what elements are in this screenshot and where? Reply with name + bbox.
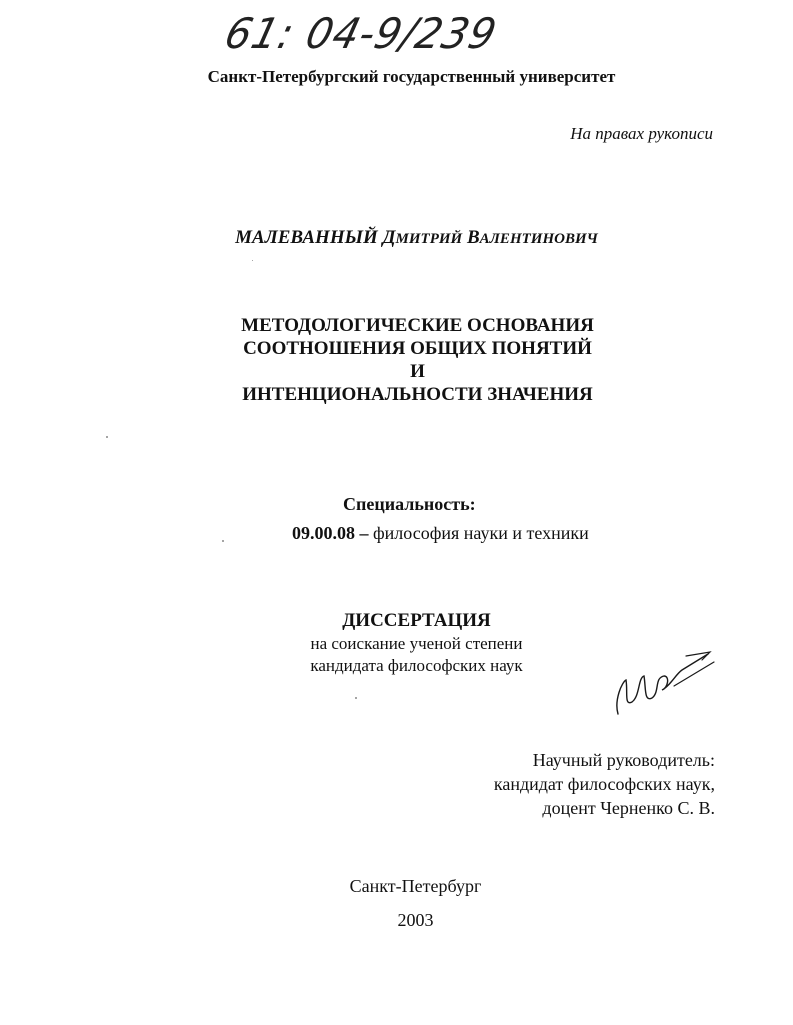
title-line: СООТНОШЕНИЯ ОБЩИХ ПОНЯТИЙ <box>243 338 592 359</box>
scan-speck <box>252 260 253 261</box>
archive-number: 61: 04-9/239 <box>219 10 502 59</box>
title-line: И <box>410 361 425 382</box>
dissertation-heading: ДИССЕРТАЦИЯ <box>342 610 491 631</box>
specialty-code: 09.00.08 – <box>292 523 369 543</box>
title-line: ИНТЕНЦИОНАЛЬНОСТИ ЗНАЧЕНИЯ <box>242 384 593 405</box>
title-line: МЕТОДОЛОГИЧЕСКИЕ ОСНОВАНИЯ <box>241 315 594 336</box>
author-surname: МАЛЕВАННЫЙ <box>235 227 378 248</box>
manuscript-rights-note: На правах рукописи <box>570 124 713 143</box>
university-name: Санкт-Петербургский государственный университет <box>207 67 616 86</box>
author-patronymic: ВАЛЕНТИНОВИЧ <box>466 227 598 248</box>
dissertation-title <box>0 314 793 406</box>
author-first-name: ДМИТРИЙ <box>382 227 463 248</box>
specialty-label: Специальность: <box>343 494 476 514</box>
advisor-name: доцент Черненко С. В. <box>542 798 715 818</box>
scan-speck <box>222 540 224 542</box>
advisor-label: Научный руководитель: <box>532 750 715 770</box>
degree-line-1: на соискание ученой степени <box>310 634 523 653</box>
city: Санкт-Петербург <box>349 876 482 896</box>
degree-line-2: кандидата философских наук <box>310 656 523 675</box>
author-name <box>0 227 793 249</box>
specialty-name: философия науки и техники <box>373 523 589 543</box>
advisor-degree: кандидат философских наук, <box>493 774 715 794</box>
signature-icon <box>610 640 720 720</box>
specialty-value <box>292 523 589 544</box>
scientific-advisor <box>494 748 715 820</box>
year: 2003 <box>397 910 434 930</box>
scan-speck <box>106 436 108 438</box>
scan-speck <box>355 697 357 699</box>
